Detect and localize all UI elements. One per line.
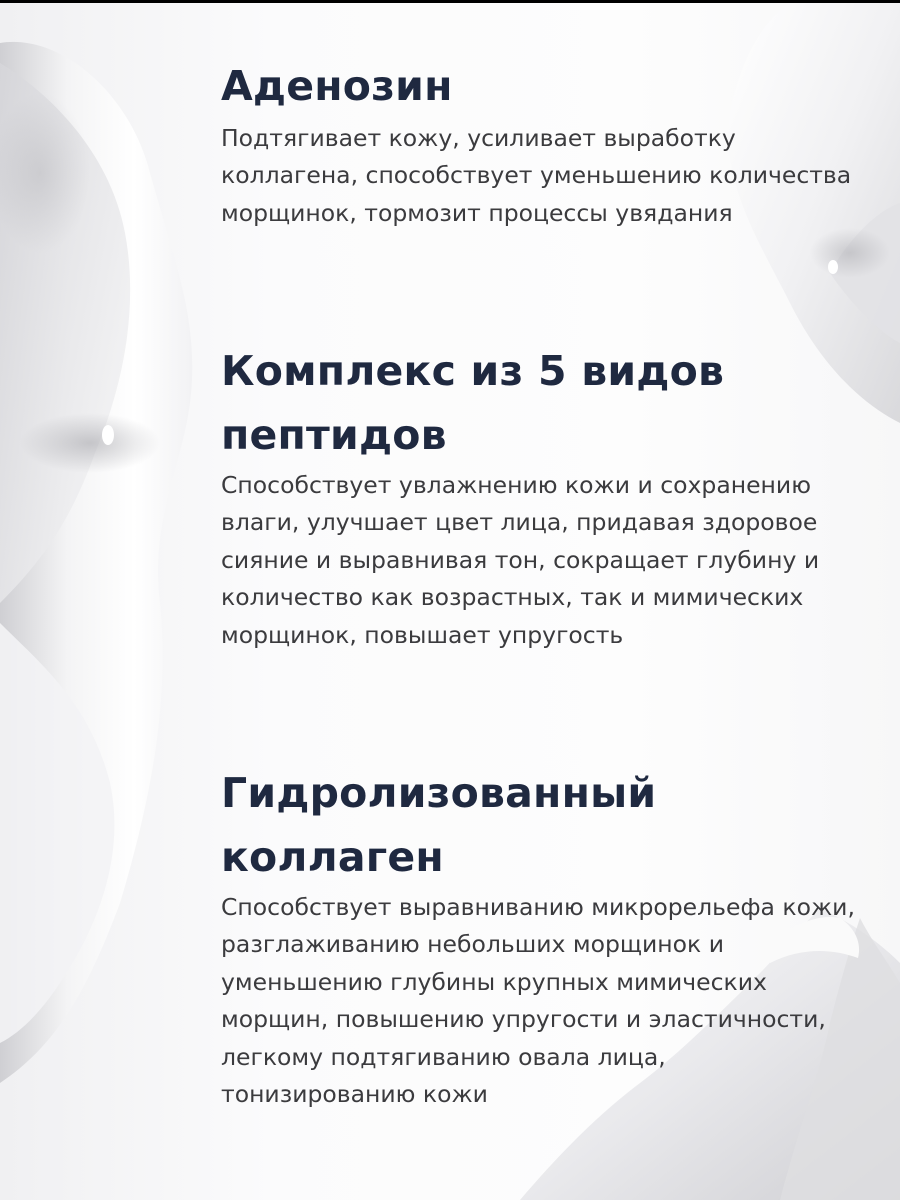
cream-shadow-left — [20, 413, 160, 473]
ingredient-title: Гидролизованный коллаген — [221, 769, 657, 881]
ingredient-title: Комплекс из 5 видов пептидов — [221, 347, 725, 459]
ingredient-description: Способствует выравниванию микрорельефа кожи, разглаживанию небольших морщинок и уменьшению глубины крупных мимических морщин, повышению упругости и эластичности, легкому подтягиванию овала лица, тонизированию кожи — [221, 893, 855, 1109]
ingredient-title: Аденозин — [221, 62, 453, 110]
ingredient-hydrolyzed-collagen — [221, 761, 861, 1113]
ingredient-adenosine — [221, 54, 861, 232]
ingredient-description: Способствует увлажнению кожи и сохранению влаги, улучшает цвет лица, придавая здоровое сияние и выравнивая тон, сокращает глубину и количество как возрастных, так и мимических морщинок, повышает упругость — [221, 471, 820, 649]
ingredient-description: Подтягивает кожу, усиливает выработку коллагена, способствует уменьшению количества морщинок, тормозит процессы увядания — [221, 124, 852, 227]
cream-shadow-top-right — [810, 228, 890, 278]
product-info-page — [0, 3, 900, 1200]
ingredient-peptide-complex — [221, 339, 861, 654]
cream-highlight-top-right — [828, 260, 838, 274]
cream-highlight-left — [102, 425, 114, 445]
